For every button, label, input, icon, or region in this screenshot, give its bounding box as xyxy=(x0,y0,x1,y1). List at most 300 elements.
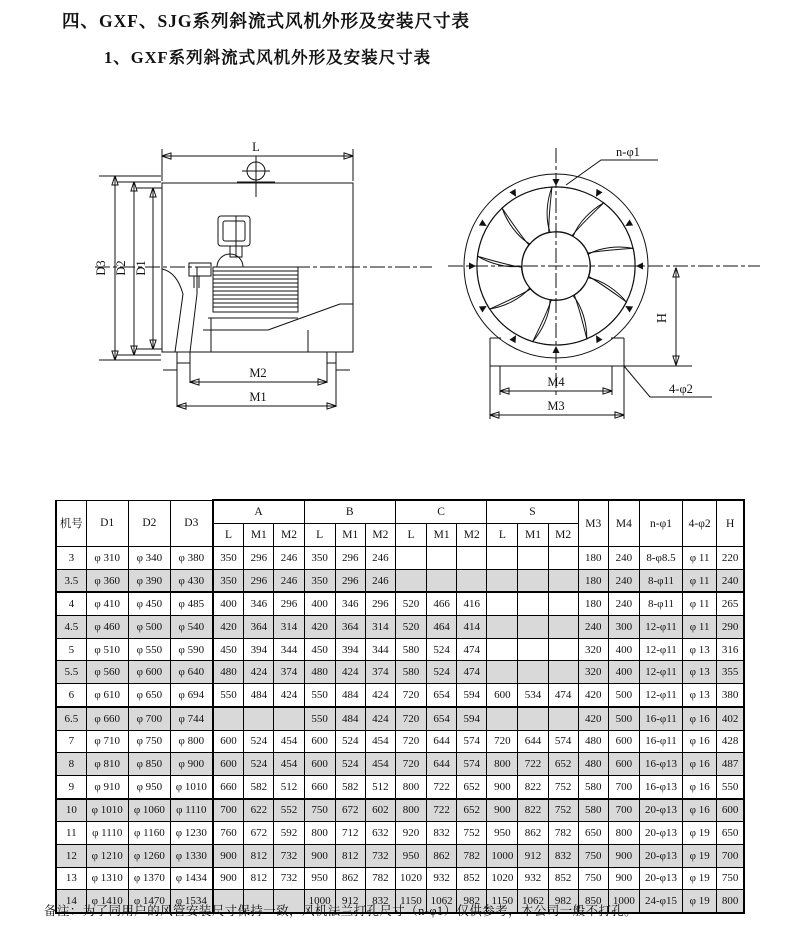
dimension-cell: φ 16 xyxy=(683,707,717,730)
machine-no-cell: 4 xyxy=(56,592,86,615)
dimension-cell: 862 xyxy=(335,867,365,890)
dimension-cell: 8-φ8.5 xyxy=(639,547,682,570)
dimension-cell: 300 xyxy=(608,616,639,639)
dimension-cell: 20-φ13 xyxy=(639,822,682,845)
dimension-cell: 600 xyxy=(304,753,335,776)
dimension-cell: 524 xyxy=(244,730,274,753)
dimension-cell: φ 1160 xyxy=(128,822,170,845)
dimension-cell: 420 xyxy=(578,707,608,730)
dimension-cell: 466 xyxy=(427,592,457,615)
dimension-cell xyxy=(487,592,518,615)
machine-no-cell: 13 xyxy=(56,867,86,890)
dimension-cell: 464 xyxy=(427,616,457,639)
dimension-cell: φ 1260 xyxy=(128,844,170,867)
dimension-cell: φ 19 xyxy=(683,822,717,845)
dimension-cell: 520 xyxy=(395,616,426,639)
dimension-cell: φ 500 xyxy=(128,616,170,639)
machine-no-cell: 3.5 xyxy=(56,569,86,592)
dimension-cell xyxy=(548,638,578,661)
dimension-cell: 500 xyxy=(608,707,639,730)
dimension-cell: 424 xyxy=(335,661,365,684)
table-body xyxy=(56,547,744,914)
dimension-cell: φ 390 xyxy=(128,569,170,592)
dimension-cell: 12-φ11 xyxy=(639,684,682,707)
dimension-cell: 600 xyxy=(608,753,639,776)
dimension-cell: 652 xyxy=(548,753,578,776)
dimension-cell: φ 11 xyxy=(683,547,717,570)
dim-label-d3: D3 xyxy=(94,260,108,276)
dimension-cell: 320 xyxy=(578,661,608,684)
dim-label-d1: D1 xyxy=(134,260,148,276)
machine-no-cell: 10 xyxy=(56,799,86,822)
sub-header-m2: M2 xyxy=(457,524,487,547)
dimension-cell: 722 xyxy=(518,753,548,776)
dimension-cell: 346 xyxy=(244,592,274,615)
dimension-cell: φ 380 xyxy=(170,547,212,570)
dimension-cell: φ 750 xyxy=(128,730,170,753)
dimension-cell: 180 xyxy=(578,569,608,592)
dimension-cell: 480 xyxy=(213,661,244,684)
dimension-cell: 450 xyxy=(304,638,335,661)
dimension-cell: 344 xyxy=(365,638,395,661)
dimension-cell xyxy=(487,616,518,639)
dimension-cell: φ 13 xyxy=(683,684,717,707)
dimension-cell xyxy=(518,661,548,684)
sub-header-l: L xyxy=(487,524,518,547)
dimension-cell: 1150 xyxy=(487,890,518,913)
dimension-cell: 480 xyxy=(304,661,335,684)
dimension-cell: 900 xyxy=(608,844,639,867)
dimension-cell: 220 xyxy=(717,547,744,570)
dimension-cell: φ 1534 xyxy=(170,890,212,913)
col-header-m3: M3 xyxy=(578,500,608,547)
dimension-cell: 474 xyxy=(457,638,487,661)
dimension-cell: 660 xyxy=(213,775,244,798)
dimension-cell: 672 xyxy=(335,799,365,822)
dimension-cell: 654 xyxy=(427,707,457,730)
dimension-cell xyxy=(518,547,548,570)
dimension-cell: 246 xyxy=(274,569,304,592)
dimension-cell: φ 900 xyxy=(170,753,212,776)
dimension-cell: 800 xyxy=(395,799,426,822)
front-view-drawing xyxy=(448,145,760,419)
table-row xyxy=(56,799,744,822)
dimension-cell: 550 xyxy=(304,684,335,707)
dimension-cell: 644 xyxy=(518,730,548,753)
dimension-cell: 672 xyxy=(244,822,274,845)
dim-label-m3: M3 xyxy=(547,399,565,413)
dimension-cell: 474 xyxy=(457,661,487,684)
dimension-cell: 622 xyxy=(244,799,274,822)
dimension-cell: 900 xyxy=(213,844,244,867)
sub-header-l: L xyxy=(304,524,335,547)
dimension-cell: 240 xyxy=(717,569,744,592)
table-row xyxy=(56,616,744,639)
dimension-cell: 574 xyxy=(548,730,578,753)
dimension-cell: 314 xyxy=(365,616,395,639)
dimension-cell: 484 xyxy=(335,707,365,730)
dimension-cell: 600 xyxy=(213,730,244,753)
dimension-cell xyxy=(548,569,578,592)
col-header-d3: D3 xyxy=(170,500,212,547)
dimension-cell: 822 xyxy=(518,775,548,798)
dimension-cell: φ 16 xyxy=(683,730,717,753)
dimension-cell: 800 xyxy=(304,822,335,845)
dimension-cell: 722 xyxy=(427,799,457,822)
dimension-cell xyxy=(548,616,578,639)
dimension-cell xyxy=(518,638,548,661)
motor-fins xyxy=(213,271,298,307)
dimension-cell: 240 xyxy=(608,569,639,592)
dimension-cell: 722 xyxy=(427,775,457,798)
dimension-cell: 290 xyxy=(717,616,744,639)
dimension-cell: 374 xyxy=(365,661,395,684)
dimension-cell: 812 xyxy=(244,844,274,867)
technical-drawings xyxy=(0,128,800,446)
dimension-cell: φ 1060 xyxy=(128,799,170,822)
dimension-cell: φ 700 xyxy=(128,707,170,730)
dimension-cell: φ 19 xyxy=(683,890,717,913)
table-row xyxy=(56,684,744,707)
dimension-cell: 180 xyxy=(578,592,608,615)
dimension-cell: 16-φ13 xyxy=(639,775,682,798)
dimension-cell: 296 xyxy=(335,547,365,570)
sub-header-m1: M1 xyxy=(335,524,365,547)
dimension-cell: 652 xyxy=(457,775,487,798)
dimension-cell: φ 1230 xyxy=(170,822,212,845)
dimension-cell: 296 xyxy=(365,592,395,615)
dimension-cell: 800 xyxy=(608,822,639,845)
dimension-cell: 782 xyxy=(548,822,578,845)
col-header-d1: D1 xyxy=(86,500,128,547)
dimension-cell: 424 xyxy=(365,707,395,730)
dimension-cell: φ 16 xyxy=(683,799,717,822)
dimension-cell: 484 xyxy=(244,684,274,707)
dimension-cell: 414 xyxy=(457,616,487,639)
dimension-cell: 246 xyxy=(365,547,395,570)
dimension-cell: φ 360 xyxy=(86,569,128,592)
dimension-cell: 346 xyxy=(335,592,365,615)
dimension-cell: 12-φ11 xyxy=(639,638,682,661)
n-phi1-callout xyxy=(566,145,658,185)
dimension-cell: 800 xyxy=(395,775,426,798)
dimension-cell: 800 xyxy=(487,753,518,776)
dimension-cell: 512 xyxy=(274,775,304,798)
table-row xyxy=(56,822,744,845)
dimension-cell: 320 xyxy=(578,638,608,661)
dimension-cell: 732 xyxy=(365,844,395,867)
dimension-cell: 602 xyxy=(365,799,395,822)
dimension-cell: 454 xyxy=(274,730,304,753)
dimension-cell: 652 xyxy=(457,799,487,822)
dimension-cell: φ 430 xyxy=(170,569,212,592)
dimension-cell: 812 xyxy=(244,867,274,890)
dimension-cell: φ 1110 xyxy=(86,822,128,845)
dimension-cell: 700 xyxy=(608,775,639,798)
dimension-cell: 912 xyxy=(518,844,548,867)
dimension-cell: 832 xyxy=(427,822,457,845)
dimension-cell: 246 xyxy=(274,547,304,570)
dim-label-h: H xyxy=(655,312,670,324)
dimension-cell xyxy=(487,569,518,592)
dimension-cell: 852 xyxy=(548,867,578,890)
dimension-cell: 246 xyxy=(365,569,395,592)
col-header-4-phi2: 4-φ2 xyxy=(683,500,717,547)
col-header-d2: D2 xyxy=(128,500,170,547)
dimension-cell xyxy=(427,569,457,592)
dimension-cell: 822 xyxy=(518,799,548,822)
dimension-cell: φ 19 xyxy=(683,844,717,867)
dimension-cell: 350 xyxy=(213,569,244,592)
dimension-cell: 402 xyxy=(717,707,744,730)
machine-no-cell: 6 xyxy=(56,684,86,707)
dimension-cell: φ 910 xyxy=(86,775,128,798)
dimension-cell: 650 xyxy=(578,822,608,845)
dimension-cell xyxy=(518,616,548,639)
dimension-cell: φ 710 xyxy=(86,730,128,753)
dimension-cell: 524 xyxy=(335,753,365,776)
dimension-cell: φ 850 xyxy=(128,753,170,776)
table-row xyxy=(56,547,744,570)
dimension-cell: φ 310 xyxy=(86,547,128,570)
dimension-cell: φ 11 xyxy=(683,592,717,615)
machine-no-cell: 11 xyxy=(56,822,86,845)
dimension-cell: 16-φ11 xyxy=(639,707,682,730)
dimension-cell: 950 xyxy=(395,844,426,867)
machine-no-cell: 5 xyxy=(56,638,86,661)
dimension-cell: 424 xyxy=(274,684,304,707)
dimension-cell: 632 xyxy=(365,822,395,845)
dimension-cell: φ 16 xyxy=(683,753,717,776)
dimension-cell: 394 xyxy=(244,638,274,661)
dimension-cell: 344 xyxy=(274,638,304,661)
dimension-cell xyxy=(274,707,304,730)
dimension-cell: φ 694 xyxy=(170,684,212,707)
sub-header-m1: M1 xyxy=(518,524,548,547)
dimension-cell: 416 xyxy=(457,592,487,615)
dimension-cell: 1150 xyxy=(395,890,426,913)
dimension-cell: 912 xyxy=(335,890,365,913)
dimension-cell: φ 610 xyxy=(86,684,128,707)
dimension-cell xyxy=(487,707,518,730)
dimension-cell: φ 19 xyxy=(683,867,717,890)
dimension-cell: 720 xyxy=(395,730,426,753)
dimension-cell: 296 xyxy=(274,592,304,615)
dimension-cell xyxy=(487,547,518,570)
dimension-cell: 380 xyxy=(717,684,744,707)
dimension-cell: 240 xyxy=(608,547,639,570)
dimension-cell: 650 xyxy=(717,822,744,845)
dimension-cell: 454 xyxy=(365,753,395,776)
dimension-cell: 862 xyxy=(518,822,548,845)
dimension-cell: 24-φ15 xyxy=(639,890,682,913)
dimension-cell: 800 xyxy=(717,890,744,913)
page-title: 四、GXF、SJG系列斜流式风机外形及安装尺寸表 xyxy=(62,11,471,31)
machine-no-cell: 7 xyxy=(56,730,86,753)
dimension-cell: 900 xyxy=(487,799,518,822)
machine-no-cell: 3 xyxy=(56,547,86,570)
dimension-cell: 20-φ13 xyxy=(639,867,682,890)
dimension-cell xyxy=(518,592,548,615)
dimension-cell xyxy=(395,569,426,592)
sub-header-m1: M1 xyxy=(427,524,457,547)
dimension-cell: φ 800 xyxy=(170,730,212,753)
dimension-cell: 1020 xyxy=(395,867,426,890)
dimension-cell: 732 xyxy=(274,867,304,890)
dimension-cell: φ 485 xyxy=(170,592,212,615)
dimension-cell: 580 xyxy=(395,638,426,661)
dimension-cell: 582 xyxy=(244,775,274,798)
dimension-cell: φ 1410 xyxy=(86,890,128,913)
dimension-cell: 524 xyxy=(335,730,365,753)
dimension-cell: 265 xyxy=(717,592,744,615)
dimension-cell: 750 xyxy=(578,867,608,890)
dimension-cell: 550 xyxy=(213,684,244,707)
col-header-machine-no: 机号 xyxy=(56,500,86,547)
dimension-cell: 982 xyxy=(457,890,487,913)
dimension-cell: 8-φ11 xyxy=(639,569,682,592)
dimension-cell xyxy=(518,569,548,592)
dimension-cell: 534 xyxy=(518,684,548,707)
dimension-cell: 400 xyxy=(304,592,335,615)
dimension-cell: 574 xyxy=(457,753,487,776)
dim-label-m1: M1 xyxy=(249,390,267,404)
dimension-cell: 474 xyxy=(548,684,578,707)
dimension-cell: 450 xyxy=(213,638,244,661)
col-group-c: C xyxy=(395,500,486,524)
col-header-n-phi1: n-φ1 xyxy=(639,500,682,547)
dimension-cell: 364 xyxy=(335,616,365,639)
dimension-cell xyxy=(395,547,426,570)
col-header-m4: M4 xyxy=(608,500,639,547)
dimension-cell: 862 xyxy=(427,844,457,867)
dimension-cell: 8-φ11 xyxy=(639,592,682,615)
dimension-cell: 700 xyxy=(213,799,244,822)
dimension-cell: 1000 xyxy=(487,844,518,867)
dimension-cell: 550 xyxy=(304,707,335,730)
dimension-cell: 720 xyxy=(487,730,518,753)
dimension-cell: 1020 xyxy=(487,867,518,890)
dimension-cell: 240 xyxy=(578,616,608,639)
dimension-cell: 660 xyxy=(304,775,335,798)
dimension-cell: 420 xyxy=(578,684,608,707)
dim-label-4-phi2: 4-φ2 xyxy=(669,382,693,396)
dimension-cell: 932 xyxy=(518,867,548,890)
dimension-cell: 420 xyxy=(304,616,335,639)
dimension-cell: 394 xyxy=(335,638,365,661)
dimension-cell: 314 xyxy=(274,616,304,639)
machine-no-cell: 6.5 xyxy=(56,707,86,730)
dimension-cell xyxy=(213,707,244,730)
dimension-cell: φ 1110 xyxy=(170,799,212,822)
dimension-cell: 982 xyxy=(548,890,578,913)
dimension-cell: φ 450 xyxy=(128,592,170,615)
dimension-cell: φ 1370 xyxy=(128,867,170,890)
dimension-cell: 550 xyxy=(717,775,744,798)
dimension-cell: φ 1434 xyxy=(170,867,212,890)
dimension-cell: 524 xyxy=(244,753,274,776)
dimension-cell: 594 xyxy=(457,707,487,730)
dimension-cell: φ 1330 xyxy=(170,844,212,867)
dimension-cell: φ 560 xyxy=(86,661,128,684)
junction-box xyxy=(218,216,250,257)
table-row xyxy=(56,592,744,615)
dimension-cell: 296 xyxy=(335,569,365,592)
dimension-cell: 487 xyxy=(717,753,744,776)
sub-header-l: L xyxy=(395,524,426,547)
dimension-cell: 16-φ11 xyxy=(639,730,682,753)
dimension-cell: 316 xyxy=(717,638,744,661)
dimension-cell: φ 13 xyxy=(683,638,717,661)
dim-label-l: L xyxy=(252,140,260,154)
dimension-cell: 752 xyxy=(548,799,578,822)
dimension-cell: φ 590 xyxy=(170,638,212,661)
side-view-drawing xyxy=(94,140,432,407)
dimension-cell xyxy=(548,707,578,730)
lifting-eye xyxy=(237,156,275,197)
dimension-cell: φ 540 xyxy=(170,616,212,639)
dimension-cell xyxy=(548,592,578,615)
dimension-cell: φ 11 xyxy=(683,616,717,639)
dimension-cell: 720 xyxy=(395,753,426,776)
dimension-cell: 832 xyxy=(365,890,395,913)
dimension-cell: 720 xyxy=(395,707,426,730)
dimension-cell: 852 xyxy=(457,867,487,890)
dimension-cell: φ 640 xyxy=(170,661,212,684)
dimension-cell: 20-φ13 xyxy=(639,799,682,822)
dimension-cell: 750 xyxy=(578,844,608,867)
col-header-h: H xyxy=(717,500,744,547)
dimension-cell: 520 xyxy=(395,592,426,615)
dimension-cell: 580 xyxy=(578,799,608,822)
dimension-cell: 644 xyxy=(427,753,457,776)
dimension-cell: 732 xyxy=(274,844,304,867)
dimension-cell: 480 xyxy=(578,730,608,753)
dimension-cell: 454 xyxy=(274,753,304,776)
dimension-cell: 12-φ11 xyxy=(639,616,682,639)
dimension-cell: 580 xyxy=(578,775,608,798)
machine-no-cell: 8 xyxy=(56,753,86,776)
dimension-cell: φ 650 xyxy=(128,684,170,707)
dimension-cell: 480 xyxy=(578,753,608,776)
dimension-cell: φ 950 xyxy=(128,775,170,798)
dimension-cell: 552 xyxy=(274,799,304,822)
dimension-cell: 712 xyxy=(335,822,365,845)
dimension-cell: 600 xyxy=(717,799,744,822)
dimension-cell: 752 xyxy=(548,775,578,798)
table-row xyxy=(56,753,744,776)
dimension-cell: φ 1210 xyxy=(86,844,128,867)
dimension-cell xyxy=(548,547,578,570)
dimension-cell: 400 xyxy=(608,661,639,684)
dimension-cell: φ 744 xyxy=(170,707,212,730)
dimension-cell: 296 xyxy=(244,547,274,570)
dimension-cell: φ 1470 xyxy=(128,890,170,913)
inlet-contour xyxy=(162,267,197,352)
dimension-cell: 180 xyxy=(578,547,608,570)
dim-label-m2: M2 xyxy=(249,366,267,380)
dimension-cell xyxy=(427,547,457,570)
dimension-cell: 400 xyxy=(213,592,244,615)
dimension-cell: 750 xyxy=(304,799,335,822)
machine-no-cell: 4.5 xyxy=(56,616,86,639)
dimension-cell: 580 xyxy=(395,661,426,684)
dimension-cell: 350 xyxy=(304,547,335,570)
dimension-cell: 355 xyxy=(717,661,744,684)
dimension-cell: 16-φ13 xyxy=(639,753,682,776)
dimension-cell: 500 xyxy=(608,684,639,707)
dimension-cell: φ 11 xyxy=(683,569,717,592)
